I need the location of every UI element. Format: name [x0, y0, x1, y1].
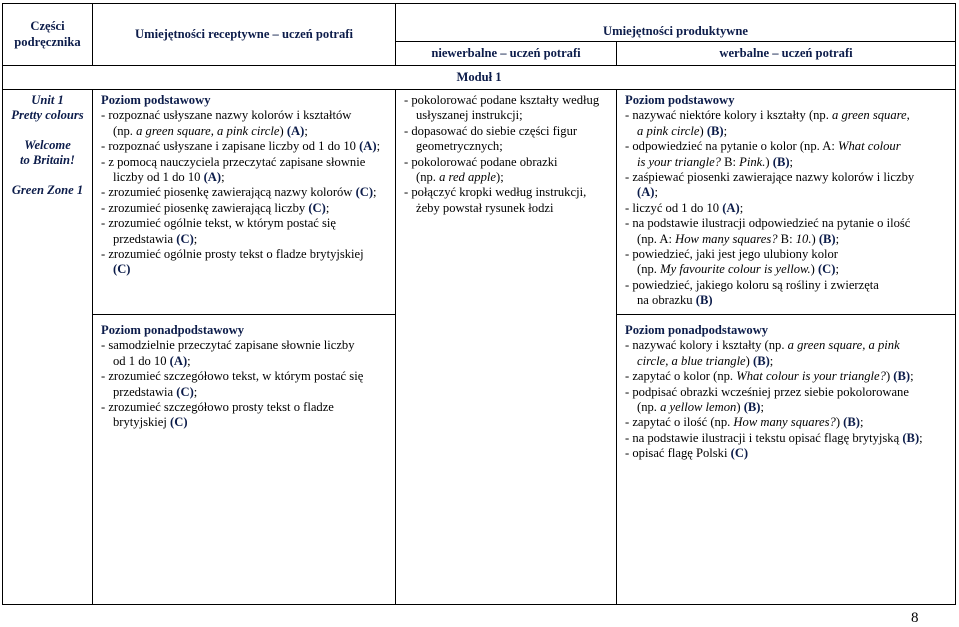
- verbal-advanced: [617, 315, 956, 605]
- list-item: - pokolorować podane kształty według usłyszanej instrukcji;: [404, 93, 612, 124]
- unit-cell: [3, 90, 93, 605]
- list-item: - nazywać kolory i kształty (np. a green square, a pink circle, a blue triangle) (B);: [625, 338, 951, 369]
- list-item: - powiedzieć, jaki jest jego ulubiony kolor (np. My favourite colour is yellow.) (C);: [625, 247, 951, 278]
- list-item: - nazywać niektóre kolory i kształty (np. a green square, a pink circle) (B);: [625, 108, 951, 139]
- header-werbalne: werbalne – uczeń potrafi: [617, 42, 956, 66]
- list-item: - połączyć kropki według instrukcji, żeby powstał rysunek łodzi: [404, 185, 612, 216]
- list-item: - zrozumieć ogólnie prosty tekst o fladze brytyjskiej (C): [101, 247, 391, 278]
- list-item: - zrozumieć piosenkę zawierającą liczby (C);: [101, 201, 391, 216]
- receptive-advanced: [93, 315, 396, 605]
- list-item: - zrozumieć ogólnie tekst, w którym postać się przedstawia (C);: [101, 216, 391, 247]
- level-title: Poziom ponadpodstawowy: [625, 323, 769, 337]
- list-item: - rozpoznać usłyszane i zapisane liczby od 1 do 10 (A);: [101, 139, 391, 154]
- list-item: - rozpoznać usłyszane nazwy kolorów i kształtów (np. a green square, a pink circle) (A);: [101, 108, 391, 139]
- header-modul: Moduł 1: [3, 66, 956, 90]
- list-item: - powiedzieć, jakiego koloru są rośliny i zwierzęta na obrazku (B): [625, 278, 951, 309]
- receptive-basic: [93, 90, 396, 315]
- list-item: - liczyć od 1 do 10 (A);: [625, 201, 951, 216]
- list-item: - na podstawie ilustracji i tekstu opisać flagę brytyjską (B);: [625, 431, 951, 446]
- level-title: Poziom podstawowy: [101, 93, 211, 107]
- list-item: - zaśpiewać piosenki zawierające nazwy kolorów i liczby (A);: [625, 170, 951, 201]
- unit-number: Unit 1: [31, 93, 64, 107]
- page-number: 8: [911, 610, 919, 626]
- list-item: - zapytać o kolor (np. What colour is your triangle?) (B);: [625, 369, 951, 384]
- unit-britain: to Britain!: [20, 153, 75, 168]
- list-item: - samodzielnie przeczytać zapisane słownie liczby od 1 do 10 (A);: [101, 338, 391, 369]
- list-item: - zapytać o ilość (np. How many squares?) (B);: [625, 415, 951, 430]
- header-produktywne: Umiejętności produktywne: [396, 4, 956, 42]
- unit-welcome: Welcome: [24, 137, 71, 152]
- list-item: - zrozumieć piosenkę zawierającą nazwy kolorów (C);: [101, 185, 391, 200]
- list-item: - opisać flagę Polski (C): [625, 446, 951, 461]
- list-item: - zrozumieć szczegółowo tekst, w którym postać się przedstawia (C);: [101, 369, 391, 400]
- list-item: - z pomocą nauczyciela przeczytać zapisane słownie liczby od 1 do 10 (A);: [101, 155, 391, 186]
- unit-green-zone: Green Zone 1: [11, 182, 84, 197]
- list-item: - na podstawie ilustracji odpowiedzieć na pytanie o ilość (np. A: How many squares? B: 10.) (B);: [625, 216, 951, 247]
- level-title: Poziom ponadpodstawowy: [101, 323, 245, 337]
- list-item: - dopasować do siebie części figur geometrycznych;: [404, 124, 612, 155]
- header-niewerbalne: niewerbalne – uczeń potrafi: [396, 42, 617, 66]
- header-receptywne: Umiejętności receptywne – uczeń potrafi: [93, 4, 396, 66]
- list-item: - zrozumieć szczegółowo prosty tekst o fladze brytyjskiej (C): [101, 400, 391, 431]
- list-item: - odpowiedzieć na pytanie o kolor (np. A: What colour is your triangle? B: Pink.) (B);: [625, 139, 951, 170]
- curriculum-table: [2, 3, 956, 605]
- list-item: - pokolorować podane obrazki (np. a red apple);: [404, 155, 612, 186]
- nonverbal-cell: [396, 90, 617, 605]
- unit-title: Pretty colours: [11, 108, 84, 123]
- header-czesci: Części podręcznika: [3, 4, 93, 66]
- verbal-basic: [617, 90, 956, 315]
- list-item: - podpisać obrazki wcześniej przez siebie pokolorowane (np. a yellow lemon) (B);: [625, 385, 951, 416]
- level-title: Poziom podstawowy: [625, 93, 735, 107]
